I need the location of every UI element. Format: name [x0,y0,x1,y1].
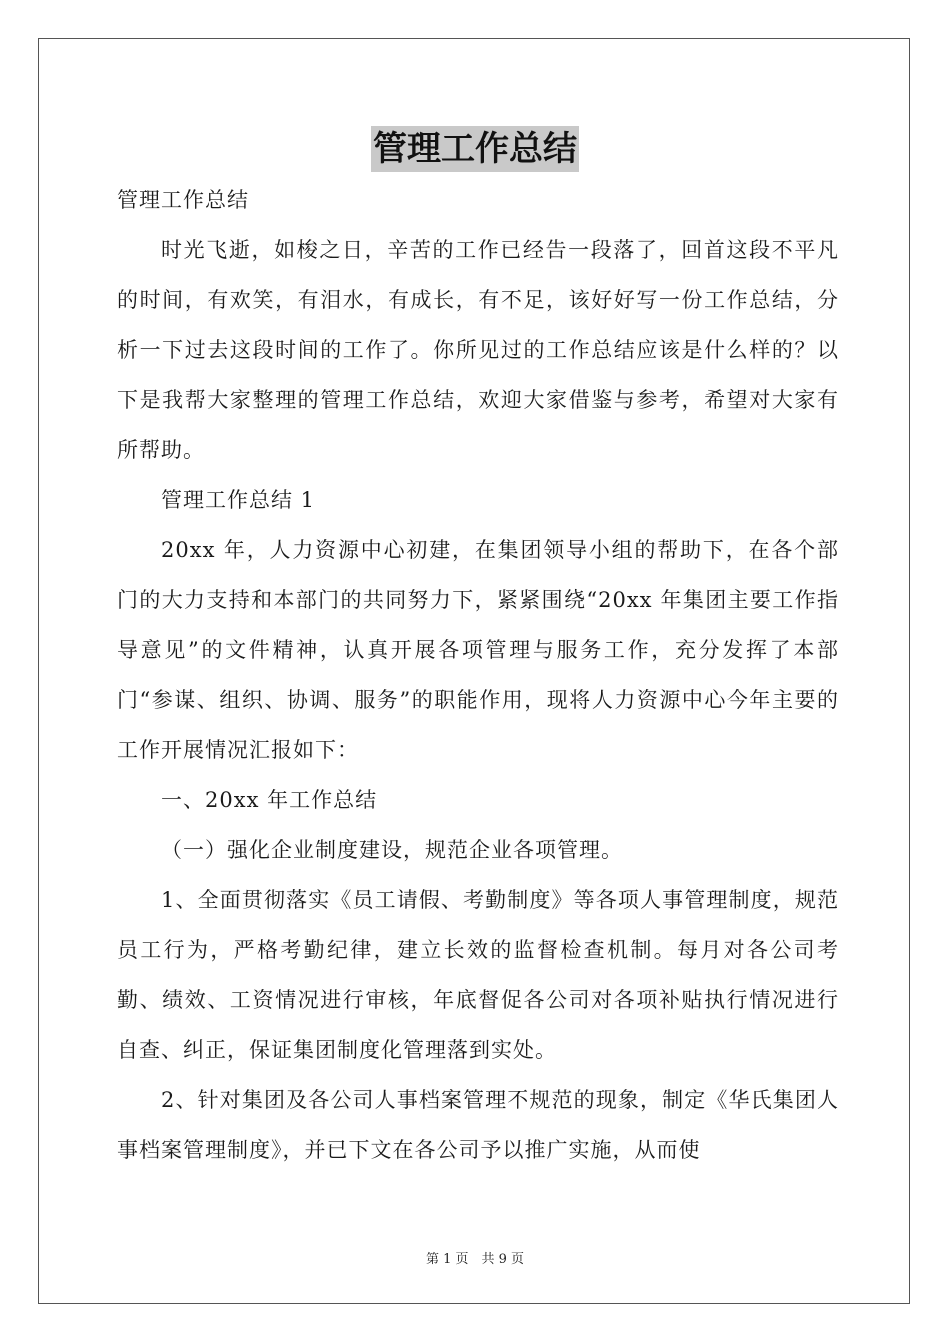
body-paragraph: 20xx 年，人力资源中心初建，在集团领导小组的帮助下，在各个部门的大力支持和本部门的共同努力下，紧紧围绕“20xx 年集团主要工作指导意见”的文件精神，认真开展各项管理与服务工作，充分发挥了本部门“参谋、组织、协调、服务”的职能作用，现将人力资源中心今年主要的工作开展情况汇报如下： [117,538,839,762]
body-paragraph-item-2: 2、针对集团及各公司人事档案管理不规范的现象，制定《华氏集团人事档案管理制度》，并已下文在各公司予以推广实施，从而使 [117,1088,839,1162]
document-title-container [0,126,950,172]
section-heading-2: 一、20xx 年工作总结 [161,788,378,812]
subsection-heading: （一）强化企业制度建设，规范企业各项管理。 [161,838,623,862]
body-paragraph-item-1: 1、全面贯彻落实《员工请假、考勤制度》等各项人事管理制度，规范员工行为，严格考勤纪律，建立长效的监督检查机制。每月对各公司考勤、绩效、工资情况进行审核，年底督促各公司对各项补贴执行情况进行自查、纠正，保证集团制度化管理落到实处。 [117,888,839,1062]
document-body [117,181,839,1175]
document-title: 管理工作总结 [371,126,579,172]
section-heading-1: 管理工作总结 1 [161,488,316,512]
intro-paragraph: 时光飞逝，如梭之日，辛苦的工作已经告一段落了，回首这段不平凡的时间，有欢笑，有泪水，有成长，有不足，该好好写一份工作总结，分析一下过去这段时间的工作了。你所见过的工作总结应该是什么样的？以下是我帮大家整理的管理工作总结，欢迎大家借鉴与参考，希望对大家有所帮助。 [117,238,839,462]
subtitle-paragraph: 管理工作总结 [117,188,249,212]
page-footer: 第 1 页 共 9 页 [425,1252,525,1267]
